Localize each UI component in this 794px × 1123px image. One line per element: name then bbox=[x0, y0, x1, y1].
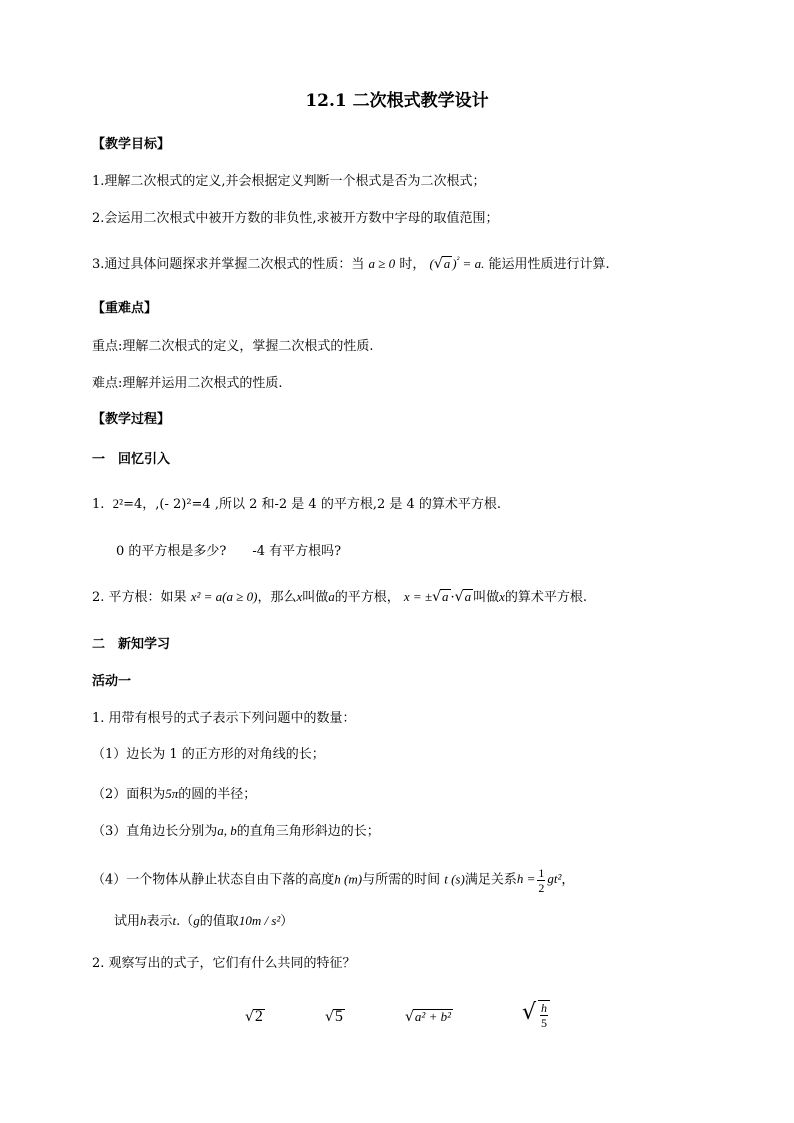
x-eq: x = bbox=[403, 589, 422, 604]
text-arithmetic-root: 的算术平方根. bbox=[504, 590, 588, 605]
q1-4b-mid: 表示 bbox=[146, 914, 173, 929]
text-square-root: 的平方根， bbox=[334, 590, 400, 605]
numerator: 1 bbox=[538, 866, 545, 880]
q1-4-post: ， bbox=[561, 872, 575, 888]
separator: · bbox=[450, 590, 455, 605]
denominator: 2 bbox=[538, 881, 545, 895]
h-over-5 bbox=[538, 1000, 550, 1030]
q1-2-post: 的圆的半径； bbox=[178, 787, 257, 802]
sqrt-2 bbox=[245, 1008, 265, 1026]
plus-minus: ± bbox=[424, 589, 433, 604]
var-a: a bbox=[328, 589, 335, 604]
q1-4b-post: ） bbox=[280, 914, 294, 929]
q1-4-mid1: 与所需的时间 bbox=[362, 872, 441, 888]
q1-2-pre: （2）面积为 bbox=[92, 787, 166, 802]
radical-sign: √ bbox=[245, 1009, 254, 1025]
fall-formula bbox=[516, 866, 562, 895]
radicand: a bbox=[464, 589, 472, 604]
objective-3-post: 能运用性质进行计算. bbox=[488, 257, 610, 272]
property-formula: (√a )$^{^2}$ = a. bbox=[429, 254, 485, 272]
time-t: t (s) bbox=[444, 871, 465, 887]
recall-text: =4，,(- 2)²=4 ,所以 2 和-2 是 4 的平方根,2 是 4 的算术平方根. bbox=[123, 497, 502, 512]
item-2-pre: 2. 平方根：如果 bbox=[92, 590, 187, 605]
section-objectives: 【教学目标】 bbox=[92, 137, 171, 152]
denominator: 5 bbox=[541, 1016, 548, 1031]
text-then: ，那么 bbox=[257, 590, 297, 605]
q1-4b-mid3: 的值取 bbox=[199, 914, 239, 929]
objective-3 bbox=[92, 255, 610, 274]
text-called-2: 叫做 bbox=[473, 590, 500, 605]
question-1-2 bbox=[92, 785, 256, 804]
h-eq: h = bbox=[516, 871, 536, 887]
var-t: t bbox=[172, 913, 177, 928]
q1-4-pre: （4）一个物体从静止状态自由下落的高度 bbox=[92, 872, 335, 888]
q1-3-pre: （3）直角边长分别为 bbox=[92, 824, 218, 839]
sqrt-a2-b2 bbox=[405, 1008, 453, 1026]
var-x-2: x bbox=[499, 589, 505, 604]
radicand: a bbox=[442, 589, 449, 604]
radical-sign: √ bbox=[432, 589, 442, 605]
five-pi: 5π bbox=[165, 786, 179, 801]
height-h: h (m) bbox=[334, 871, 363, 887]
var-x: x bbox=[296, 589, 303, 604]
exponent: ² bbox=[456, 254, 460, 265]
radicand: 5 bbox=[334, 1008, 343, 1025]
sqrt-h-over-5 bbox=[522, 1000, 552, 1030]
objective-1: 1.理解二次根式的定义,并会根据定义判断一个根式是否为二次根式； bbox=[92, 174, 486, 189]
q1-4b-pre: 试用 bbox=[114, 914, 141, 929]
section-key-points: 【重难点】 bbox=[92, 301, 158, 316]
recall-question: 0 的平方根是多少? -4 有平方根吗? bbox=[116, 544, 342, 559]
recall-item-2 bbox=[92, 588, 587, 607]
activity-heading: 活动一 bbox=[92, 674, 132, 689]
question-1-4b bbox=[114, 912, 293, 931]
radical-examples bbox=[0, 1000, 794, 1040]
radical-sign: √ bbox=[405, 1009, 414, 1025]
question-1-1: （1）边长为 1 的正方形的对角线的长； bbox=[92, 747, 325, 762]
question-2: 2. 观察写出的式子，它们有什么共同的特征？ bbox=[92, 956, 356, 971]
part2-heading: 二 新知学习 bbox=[92, 637, 171, 652]
objective-3-text: 3.通过具体问题探求并掌握二次根式的性质：当 bbox=[92, 257, 365, 272]
gt-squared: gt² bbox=[547, 871, 562, 887]
key-difficulty: 难点:理解并运用二次根式的性质. bbox=[92, 376, 283, 391]
numerator: h bbox=[541, 1001, 548, 1016]
radicand: a² + b² bbox=[414, 1009, 451, 1024]
q1-4b-mid2: .（ bbox=[176, 914, 194, 929]
a-condition: (a ≥ 0) bbox=[222, 589, 258, 604]
q1-3-post: 的直角三角形斜边的长； bbox=[236, 824, 380, 839]
question-1: 1. 用带有根号的式子表示下列问题中的数量： bbox=[92, 711, 356, 726]
sqrt-a bbox=[455, 589, 473, 604]
part1-heading: 一 回忆引入 bbox=[92, 452, 171, 467]
x-squared-eq-a: x² = a bbox=[190, 589, 223, 604]
recall-item-1 bbox=[92, 495, 501, 514]
power-expression: 2² bbox=[112, 496, 124, 511]
objective-3-condition: a ≥ 0 bbox=[368, 256, 396, 271]
g-value: 10m / s² bbox=[238, 913, 281, 928]
radical-sign: √ bbox=[522, 1000, 537, 1025]
sqrt-5 bbox=[325, 1008, 345, 1026]
radical-sign: √ bbox=[325, 1009, 334, 1025]
question-1-3 bbox=[92, 822, 380, 841]
section-process: 【教学过程】 bbox=[92, 412, 171, 427]
radical-sign: √ bbox=[454, 589, 464, 605]
sides-ab: a, b bbox=[217, 823, 237, 838]
var-g: g bbox=[193, 913, 200, 928]
q1-4-mid2: 满足关系 bbox=[464, 872, 517, 888]
page-title: 12.1 二次根式教学设计 bbox=[305, 91, 489, 111]
one-half bbox=[537, 866, 545, 895]
radical-sign: √ bbox=[433, 256, 443, 272]
text-called: 叫做 bbox=[302, 590, 329, 605]
objective-2: 2.会运用二次根式中被开方数的非负性,求被开方数中字母的取值范围； bbox=[92, 211, 499, 226]
result: = a. bbox=[462, 256, 485, 271]
radicand: 2 bbox=[254, 1008, 263, 1025]
var-h: h bbox=[140, 913, 147, 928]
key-focus: 重点:理解二次根式的定义，掌握二次根式的性质. bbox=[92, 339, 374, 354]
item-number: 1. bbox=[92, 497, 105, 512]
radicand: a bbox=[443, 256, 451, 271]
x-eq-pm-sqrt-a bbox=[404, 589, 451, 604]
objective-3-mid: 时， bbox=[399, 257, 426, 272]
question-1-4 bbox=[92, 866, 574, 895]
